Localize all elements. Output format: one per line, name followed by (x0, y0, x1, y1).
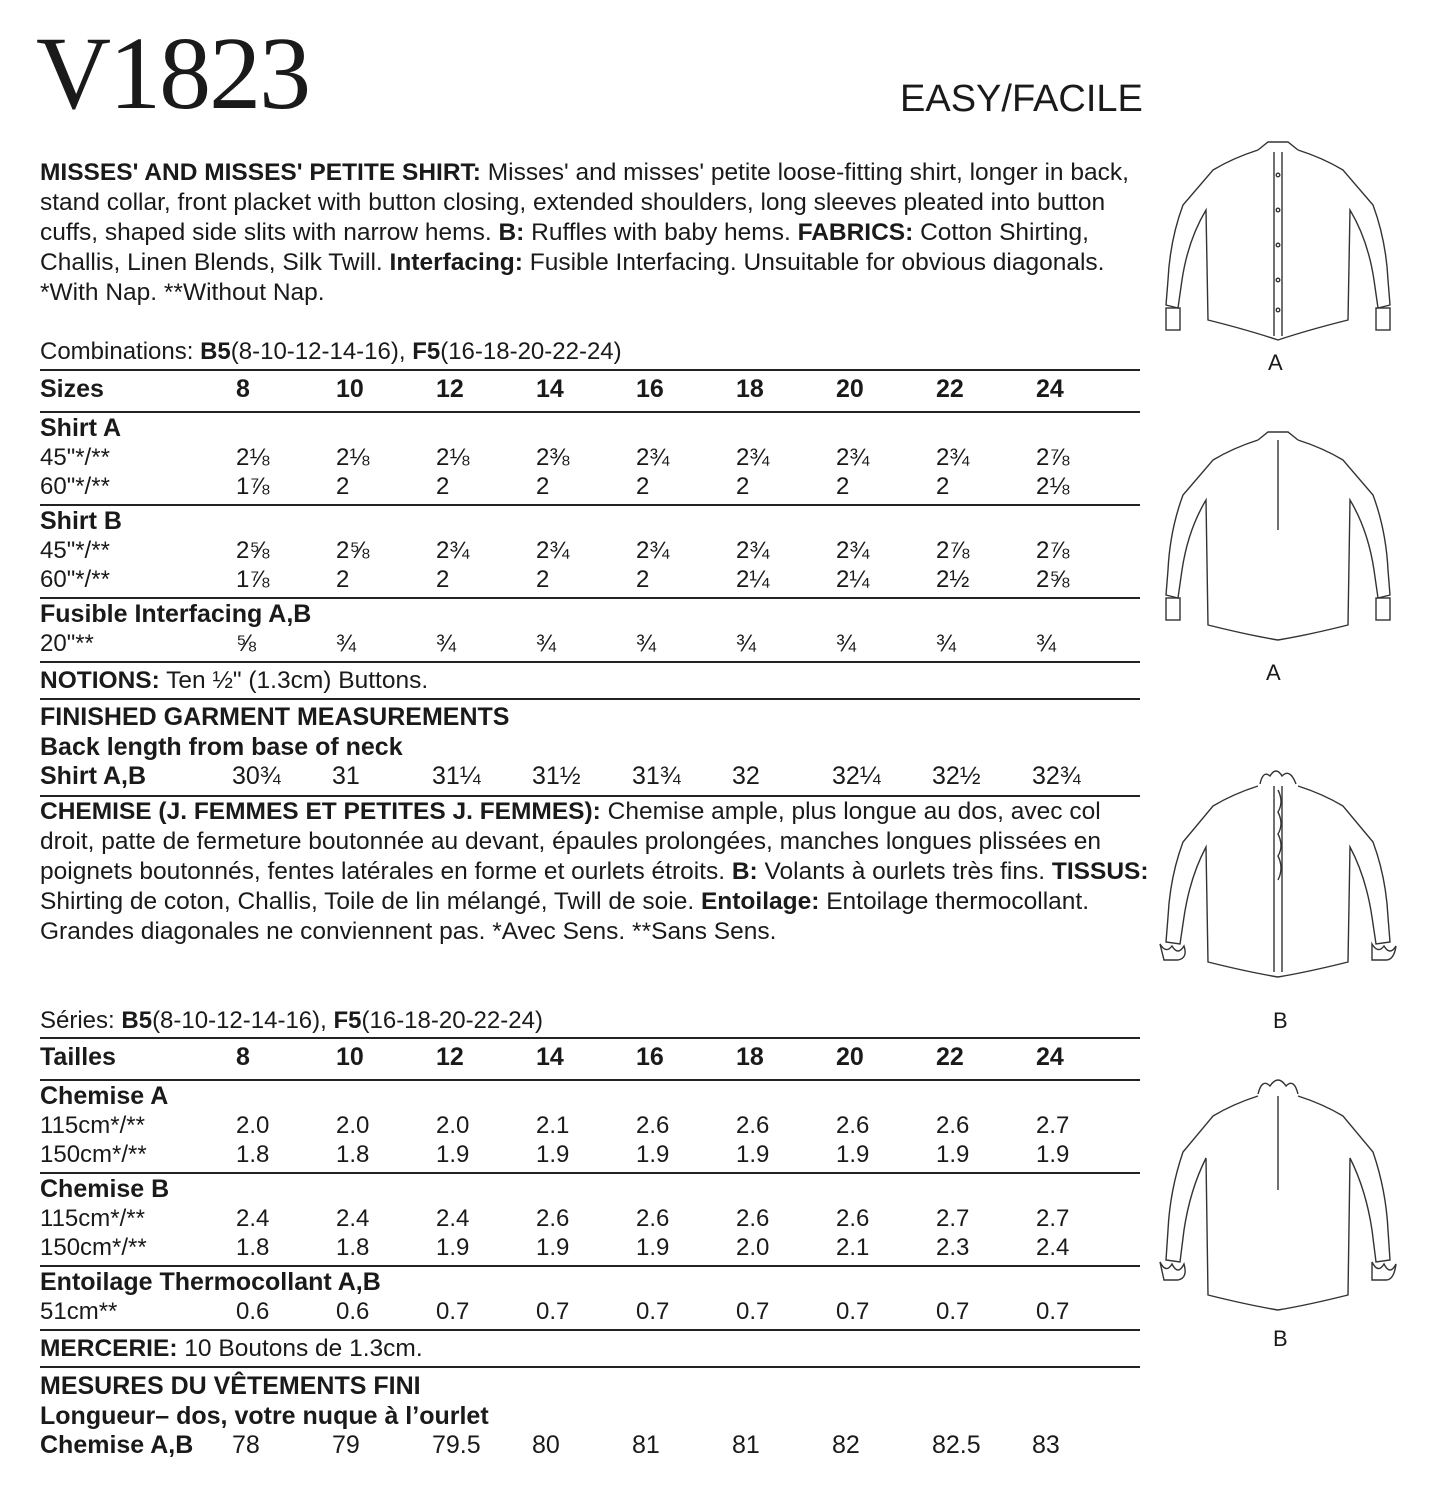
sizes-header-row (40, 369, 1140, 413)
row-label: 150cm*/** (40, 1234, 147, 1261)
table-cell: 81 (732, 1431, 760, 1459)
table-cell: 2.6 (836, 1205, 870, 1232)
table-cell: 2.6 (636, 1205, 670, 1232)
row-label: 51cm** (40, 1298, 118, 1325)
table-cell: 2 (436, 566, 450, 593)
table-cell: 1.9 (436, 1141, 470, 1168)
description-text: Fusible Interfacing. Unsuitable for obvious diagonals. *With Nap. **Without Nap. (40, 249, 1105, 306)
section-title: Shirt B (40, 507, 122, 535)
description-bold-term: CHEMISE (J. FEMMES ET PETITES J. FEMMES): (40, 798, 601, 825)
description-text: Misses' and misses' petite loose-fitting shirt, longer in back, stand collar, front placket with button closing, extended shoulders, long sleeves pleated into button cuffs, shaped side slits with narrow hems. (40, 159, 1129, 246)
row-label: Shirt A,B (40, 762, 147, 790)
table-row (40, 1110, 1140, 1139)
table-cell: 2.0 (436, 1112, 470, 1139)
table-row (40, 1232, 1140, 1261)
table-cell: 2 (636, 473, 650, 500)
table-cell: 1.9 (536, 1234, 570, 1261)
table-cell: 1.9 (736, 1141, 770, 1168)
english-combinations: Combinations: B5(8-10-12-14-16), F5(16-18-20-22-24) (40, 338, 622, 365)
table-cell: 2⅞ (1036, 537, 1070, 564)
size-header: 22 (936, 1043, 964, 1071)
finished-subtitle: Longueur– dos, votre nuque à l’ourlet (40, 1402, 489, 1430)
size-header: 12 (436, 1043, 464, 1071)
finished-row (40, 1431, 1140, 1461)
row-label: 60"*/** (40, 473, 110, 500)
description-bold-term: B: (731, 858, 758, 885)
section-title: Fusible Interfacing A,B (40, 600, 312, 628)
table-cell: 2⅛ (236, 444, 270, 471)
size-header: 16 (636, 1043, 664, 1071)
description-bold-term: MISSES' AND MISSES' PETITE SHIRT: (40, 159, 481, 186)
size-header: 20 (836, 375, 864, 403)
table-cell: 32½ (932, 762, 981, 790)
row-label: Chemise A,B (40, 1431, 194, 1459)
finished-subtitle: Back length from base of neck (40, 733, 403, 761)
table-cell: 1.9 (1036, 1141, 1070, 1168)
table-cell: 2.4 (336, 1205, 370, 1232)
table-cell: 2 (436, 473, 450, 500)
table-cell: 2 (736, 473, 750, 500)
row-label: 150cm*/** (40, 1141, 147, 1168)
table-cell: 2¾ (836, 537, 870, 564)
table-cell: ¾ (1036, 630, 1057, 657)
table-row (40, 564, 1140, 593)
french-description (40, 797, 1150, 947)
description-text: Shirting de coton, Challis, Toile de lin mélangé, Twill de soie. (40, 888, 701, 915)
size-header: 14 (536, 1043, 564, 1071)
table-cell: 0.7 (436, 1298, 470, 1325)
table-cell: 0.7 (636, 1298, 670, 1325)
table-cell: 2½ (936, 566, 970, 593)
french-yardage-table (40, 1037, 1140, 1331)
table-cell: 78 (232, 1431, 260, 1459)
table-cell: 2 (336, 473, 350, 500)
table-cell: 1⅞ (236, 473, 270, 500)
table-cell: 2⅝ (236, 537, 270, 564)
shirt-b-front-illustration (1158, 762, 1398, 997)
section-title: Entoilage Thermocollant A,B (40, 1268, 381, 1296)
table-cell: 2⅝ (336, 537, 370, 564)
table-cell: 2.1 (836, 1234, 870, 1261)
size-header: 20 (836, 1043, 864, 1071)
sizes-label: Tailles (40, 1043, 116, 1071)
section-title: Shirt A (40, 414, 122, 442)
french-combinations: Séries: B5(8-10-12-14-16), F5(16-18-20-22-24) (40, 1007, 543, 1034)
size-header: 10 (336, 375, 364, 403)
figure-label-b-front: B (1273, 1008, 1288, 1033)
shirt-a-back-illustration (1158, 420, 1398, 655)
yardage-section (40, 1174, 1140, 1267)
description-bold-term: Interfacing: (389, 249, 523, 276)
table-cell: 31 (332, 762, 360, 790)
yardage-section (40, 1267, 1140, 1331)
table-cell: 79.5 (432, 1431, 481, 1459)
table-cell: 2.7 (1036, 1205, 1070, 1232)
pattern-number: V1823 (36, 16, 310, 131)
table-cell: ¾ (336, 630, 357, 657)
table-cell: 2 (536, 473, 550, 500)
english-description (40, 158, 1150, 308)
size-header: 18 (736, 375, 764, 403)
table-cell: 2¾ (936, 444, 970, 471)
table-row (40, 471, 1140, 500)
description-bold-term: Entoilage: (700, 888, 820, 915)
table-cell: 1.9 (436, 1234, 470, 1261)
table-cell: 31¾ (632, 762, 681, 790)
size-header: 22 (936, 375, 964, 403)
table-cell: 2.6 (836, 1112, 870, 1139)
size-header: 8 (236, 1043, 250, 1071)
description-text: Chemise ample, plus longue au dos, avec col droit, patte de fermeture boutonnée au devant, épaules prolongées, manches longues plissées en poignets boutonnés, fentes latérales en forme et ourlets étroits. (40, 798, 1102, 885)
table-cell: 2.0 (236, 1112, 270, 1139)
table-cell: 2.6 (936, 1112, 970, 1139)
description-text: Ruffles with baby hems. (524, 219, 798, 246)
size-header: 18 (736, 1043, 764, 1071)
table-cell: 83 (1032, 1431, 1060, 1459)
figure-label-b-back: B (1273, 1326, 1288, 1351)
size-header: 16 (636, 375, 664, 403)
description-text: Cotton Shirting, Challis, Linen Blends, Silk Twill. (40, 219, 1089, 276)
table-cell: ¾ (936, 630, 957, 657)
figure-label-a-back: A (1266, 660, 1281, 685)
table-cell: 0.7 (536, 1298, 570, 1325)
english-finished-measurements (40, 702, 1140, 792)
table-cell: 2.7 (1036, 1112, 1070, 1139)
description-text: Entoilage thermocollant. Grandes diagonales ne conviennent pas. *Avec Sens. **Sans Sens. (40, 888, 1090, 945)
description-bold-term: TISSUS: (1051, 858, 1149, 885)
table-cell: 0.6 (236, 1298, 270, 1325)
table-cell: 79 (332, 1431, 360, 1459)
row-label: 60"*/** (40, 566, 110, 593)
table-cell: 2¼ (736, 566, 770, 593)
table-cell: 82 (832, 1431, 860, 1459)
sizes-label: Sizes (40, 375, 104, 403)
table-cell: ⅝ (236, 630, 257, 657)
yardage-section (40, 413, 1140, 506)
table-cell: 0.7 (736, 1298, 770, 1325)
finished-title: FINISHED GARMENT MEASUREMENTS (40, 703, 510, 731)
english-yardage-table (40, 369, 1140, 663)
table-cell: 2⅛ (436, 444, 470, 471)
table-cell: 2.6 (636, 1112, 670, 1139)
table-cell: 1.9 (636, 1141, 670, 1168)
yardage-section (40, 506, 1140, 599)
table-cell: 2¾ (636, 444, 670, 471)
table-cell: 1.9 (636, 1234, 670, 1261)
table-row (40, 628, 1140, 657)
table-cell: 2¾ (536, 537, 570, 564)
table-cell: 32¼ (832, 762, 881, 790)
size-header: 12 (436, 375, 464, 403)
size-header: 14 (536, 375, 564, 403)
table-cell: ¾ (736, 630, 757, 657)
yardage-section (40, 599, 1140, 663)
table-cell: 2¾ (636, 537, 670, 564)
table-cell: 2¾ (736, 444, 770, 471)
table-cell: 2.4 (1036, 1234, 1070, 1261)
table-cell: 1.8 (236, 1234, 270, 1261)
table-row (40, 535, 1140, 564)
table-cell: 0.7 (1036, 1298, 1070, 1325)
shirt-b-back-illustration (1158, 1070, 1398, 1335)
yardage-section (40, 1081, 1140, 1174)
table-cell: 2⅞ (936, 537, 970, 564)
finished-row (40, 762, 1140, 792)
table-cell: 2.0 (336, 1112, 370, 1139)
section-title: Chemise B (40, 1175, 170, 1203)
table-cell: 0.7 (836, 1298, 870, 1325)
table-row (40, 1296, 1140, 1325)
table-cell: 0.7 (936, 1298, 970, 1325)
row-label: 45"*/** (40, 444, 110, 471)
table-cell: 2 (936, 473, 950, 500)
table-cell: 2⅜ (536, 444, 570, 471)
table-cell: 2 (636, 566, 650, 593)
size-header: 24 (1036, 375, 1064, 403)
english-notions: NOTIONS: Ten ½" (1.3cm) Buttons. (40, 664, 1140, 700)
table-cell: 2.7 (936, 1205, 970, 1232)
finished-title: MESURES DU VÊTEMENTS FINI (40, 1372, 421, 1400)
table-cell: 2.6 (736, 1205, 770, 1232)
sizes-header-row (40, 1037, 1140, 1081)
table-cell: 1.8 (236, 1141, 270, 1168)
table-cell: ¾ (636, 630, 657, 657)
row-label: 115cm*/** (40, 1112, 145, 1139)
table-cell: 2⅛ (336, 444, 370, 471)
table-cell: 2.1 (536, 1112, 570, 1139)
table-cell: 30¾ (232, 762, 281, 790)
table-cell: 2 (336, 566, 350, 593)
description-bold-term: FABRICS: (797, 219, 914, 246)
table-cell: 1.8 (336, 1141, 370, 1168)
table-cell: 2¾ (736, 537, 770, 564)
table-cell: 82.5 (932, 1431, 981, 1459)
table-cell: 31½ (532, 762, 581, 790)
table-cell: 80 (532, 1431, 560, 1459)
table-cell: 2¾ (436, 537, 470, 564)
description-text: Volants à ourlets très fins. (757, 858, 1052, 885)
table-cell: 2 (536, 566, 550, 593)
row-label: 45"*/** (40, 537, 110, 564)
table-cell: 2⅝ (1036, 566, 1070, 593)
table-cell: 1.9 (536, 1141, 570, 1168)
table-cell: 2.0 (736, 1234, 770, 1261)
table-cell: 0.6 (336, 1298, 370, 1325)
french-notions: MERCERIE: 10 Boutons de 1.3cm. (40, 1332, 1140, 1368)
table-cell: 1.9 (836, 1141, 870, 1168)
size-header: 24 (1036, 1043, 1064, 1071)
table-cell: 2 (836, 473, 850, 500)
table-cell: 81 (632, 1431, 660, 1459)
table-cell: 2.4 (436, 1205, 470, 1232)
description-bold-term: B: (498, 219, 525, 246)
table-cell: 2.6 (736, 1112, 770, 1139)
table-row (40, 442, 1140, 471)
table-cell: 2¼ (836, 566, 870, 593)
table-cell: 2.4 (236, 1205, 270, 1232)
section-title: Chemise A (40, 1082, 169, 1110)
table-cell: ¾ (536, 630, 557, 657)
difficulty-label: EASY/FACILE (900, 78, 1143, 120)
row-label: 20"** (40, 630, 94, 657)
table-cell: 1.8 (336, 1234, 370, 1261)
table-row (40, 1139, 1140, 1168)
table-cell: 32¾ (1032, 762, 1081, 790)
row-label: 115cm*/** (40, 1205, 145, 1232)
table-cell: 2⅞ (1036, 444, 1070, 471)
table-cell: 2¾ (836, 444, 870, 471)
table-cell: 2⅛ (1036, 473, 1070, 500)
figure-label-a-front: A (1268, 350, 1283, 375)
size-header: 8 (236, 375, 250, 403)
table-cell: ¾ (836, 630, 857, 657)
table-cell: 31¼ (432, 762, 481, 790)
table-row (40, 1203, 1140, 1232)
shirt-a-front-illustration (1158, 130, 1398, 355)
french-finished-measurements (40, 1371, 1140, 1461)
table-cell: 1.9 (936, 1141, 970, 1168)
table-cell: 2.6 (536, 1205, 570, 1232)
size-header: 10 (336, 1043, 364, 1071)
table-cell: ¾ (436, 630, 457, 657)
table-cell: 2.3 (936, 1234, 970, 1261)
table-cell: 32 (732, 762, 760, 790)
table-cell: 1⅞ (236, 566, 270, 593)
